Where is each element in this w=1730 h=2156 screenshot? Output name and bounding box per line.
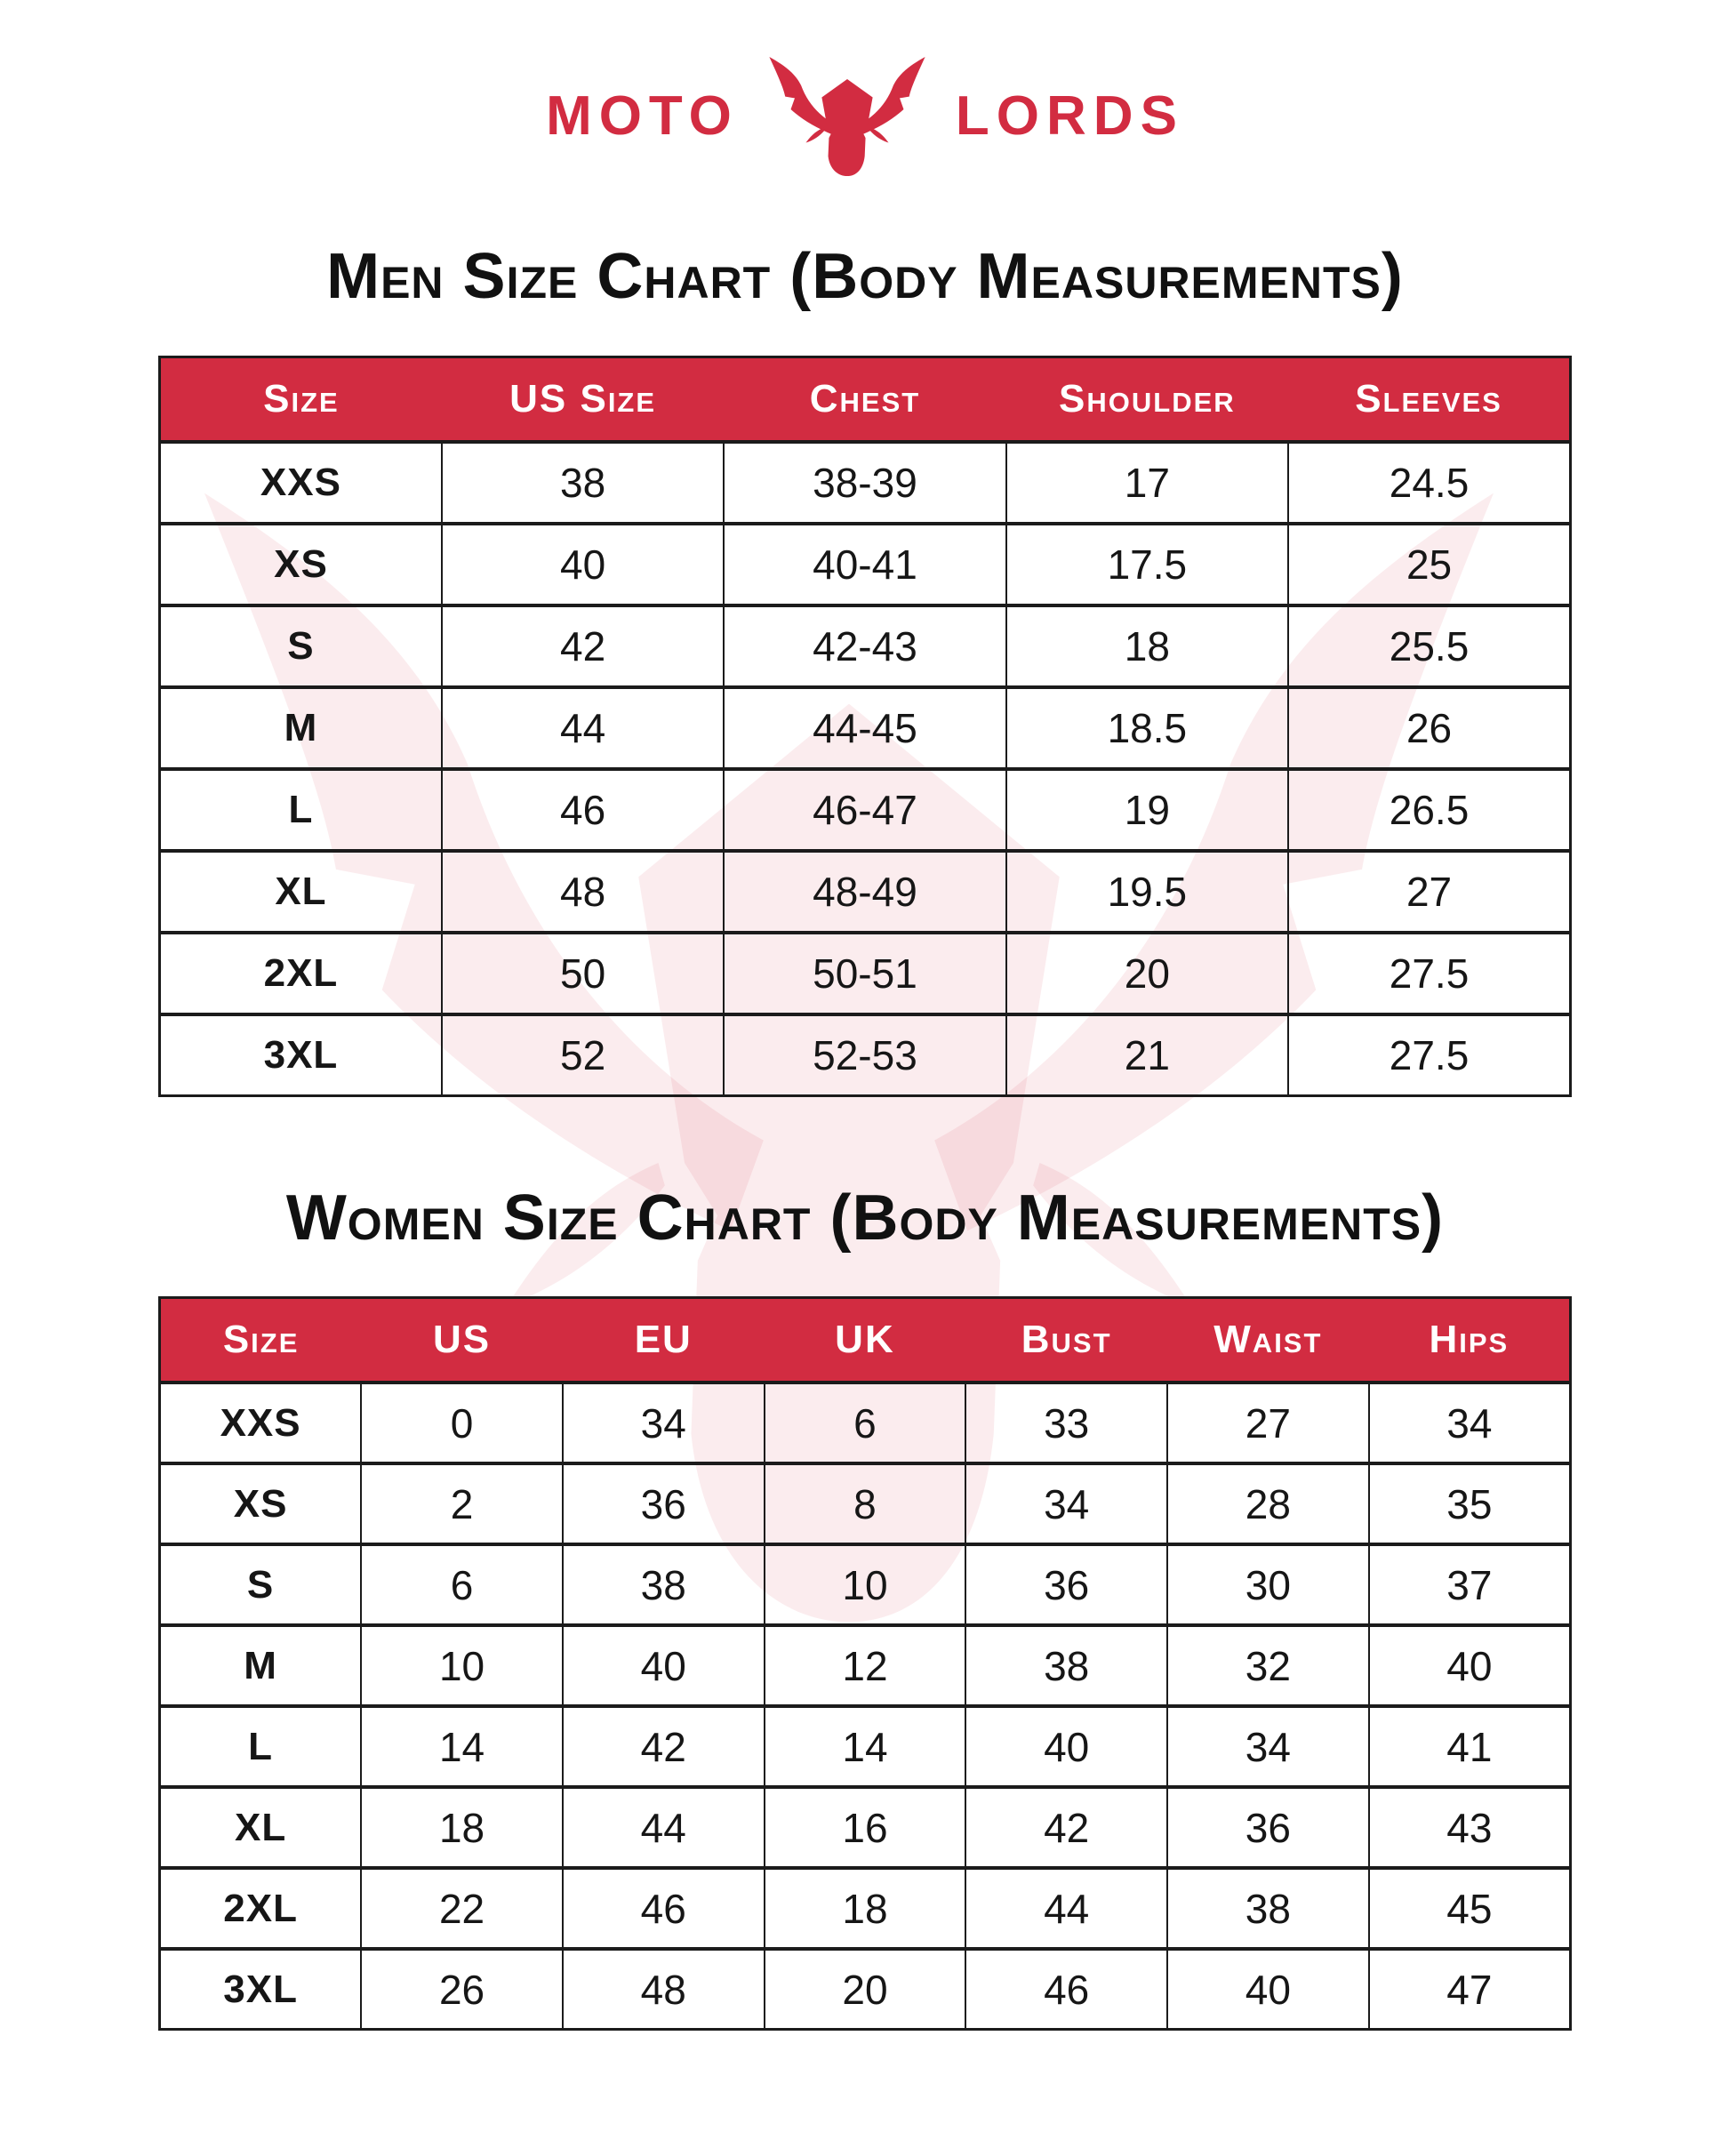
size-label-cell: L (160, 769, 442, 851)
measurement-cell: 10 (765, 1544, 966, 1625)
size-label-cell: 2XL (160, 1868, 362, 1949)
measurement-cell: 28 (1167, 1463, 1369, 1544)
men-section-title: Men Size Chart (Body Measurements) (326, 241, 1404, 312)
measurement-cell: 38 (442, 442, 724, 524)
measurement-cell: 46 (965, 1949, 1167, 2030)
measurement-cell: 21 (1006, 1014, 1288, 1096)
table-row (160, 851, 1571, 933)
women-size-table (158, 1296, 1572, 2031)
measurement-cell: 19.5 (1006, 851, 1288, 933)
column-header: Size (160, 1298, 362, 1383)
measurement-cell: 36 (965, 1544, 1167, 1625)
measurement-cell: 40 (1369, 1625, 1571, 1706)
measurement-cell: 52-53 (724, 1014, 1005, 1096)
size-label-cell: XL (160, 1787, 362, 1868)
measurement-cell: 46-47 (724, 769, 1005, 851)
men-size-table (158, 356, 1572, 1097)
measurement-cell: 40 (563, 1625, 765, 1706)
logo-text-lords: LORDS (955, 85, 1184, 147)
measurement-cell: 50-51 (724, 933, 1005, 1014)
measurement-cell: 40-41 (724, 524, 1005, 605)
table-row (160, 933, 1571, 1014)
table-row (160, 1949, 1571, 2030)
measurement-cell: 19 (1006, 769, 1288, 851)
measurement-cell: 14 (361, 1706, 563, 1787)
measurement-cell: 42 (965, 1787, 1167, 1868)
column-header: Waist (1167, 1298, 1369, 1383)
logo-text-moto: MOTO (546, 85, 739, 147)
header-row (160, 357, 1571, 442)
measurement-cell: 27 (1167, 1383, 1369, 1463)
size-label-cell: 3XL (160, 1014, 442, 1096)
measurement-cell: 18 (361, 1787, 563, 1868)
measurement-cell: 27.5 (1288, 933, 1570, 1014)
measurement-cell: 48 (563, 1949, 765, 2030)
measurement-cell: 14 (765, 1706, 966, 1787)
measurement-cell: 47 (1369, 1949, 1571, 2030)
measurement-cell: 44-45 (724, 687, 1005, 769)
measurement-cell: 20 (1006, 933, 1288, 1014)
measurement-cell: 26 (1288, 687, 1570, 769)
measurement-cell: 30 (1167, 1544, 1369, 1625)
measurement-cell: 42 (563, 1706, 765, 1787)
measurement-cell: 17 (1006, 442, 1288, 524)
bull-head-icon (753, 49, 941, 184)
table-row (160, 1544, 1571, 1625)
table-row (160, 605, 1571, 687)
measurement-cell: 40 (965, 1706, 1167, 1787)
measurement-cell: 40 (442, 524, 724, 605)
size-label-cell: XXS (160, 1383, 362, 1463)
size-label-cell: M (160, 1625, 362, 1706)
measurement-cell: 34 (965, 1463, 1167, 1544)
table-row (160, 1868, 1571, 1949)
size-label-cell: XS (160, 524, 442, 605)
measurement-cell: 38-39 (724, 442, 1005, 524)
measurement-cell: 12 (765, 1625, 966, 1706)
measurement-cell: 40 (1167, 1949, 1369, 2030)
measurement-cell: 45 (1369, 1868, 1571, 1949)
women-section-title: Women Size Chart (Body Measurements) (285, 1182, 1445, 1254)
measurement-cell: 26.5 (1288, 769, 1570, 851)
table-row (160, 1787, 1571, 1868)
measurement-cell: 22 (361, 1868, 563, 1949)
column-header: Shoulder (1006, 357, 1288, 442)
measurement-cell: 48 (442, 851, 724, 933)
measurement-cell: 6 (765, 1383, 966, 1463)
measurement-cell: 42-43 (724, 605, 1005, 687)
measurement-cell: 43 (1369, 1787, 1571, 1868)
size-label-cell: L (160, 1706, 362, 1787)
measurement-cell: 25.5 (1288, 605, 1570, 687)
measurement-cell: 48-49 (724, 851, 1005, 933)
column-header: US (361, 1298, 563, 1383)
measurement-cell: 46 (442, 769, 724, 851)
measurement-cell: 34 (563, 1383, 765, 1463)
measurement-cell: 25 (1288, 524, 1570, 605)
measurement-cell: 34 (1369, 1383, 1571, 1463)
measurement-cell: 38 (1167, 1868, 1369, 1949)
measurement-cell: 0 (361, 1383, 563, 1463)
table-row (160, 1706, 1571, 1787)
table-row (160, 1383, 1571, 1463)
measurement-cell: 44 (442, 687, 724, 769)
measurement-cell: 52 (442, 1014, 724, 1096)
measurement-cell: 38 (965, 1625, 1167, 1706)
measurement-cell: 36 (1167, 1787, 1369, 1868)
measurement-cell: 18 (765, 1868, 966, 1949)
measurement-cell: 26 (361, 1949, 563, 2030)
size-label-cell: XXS (160, 442, 442, 524)
measurement-cell: 24.5 (1288, 442, 1570, 524)
measurement-cell: 44 (965, 1868, 1167, 1949)
size-label-cell: 3XL (160, 1949, 362, 2030)
header-row (160, 1298, 1571, 1383)
measurement-cell: 36 (563, 1463, 765, 1544)
table-row (160, 1014, 1571, 1096)
size-label-cell: S (160, 605, 442, 687)
table-row (160, 442, 1571, 524)
measurement-cell: 18 (1006, 605, 1288, 687)
size-label-cell: S (160, 1544, 362, 1625)
size-label-cell: XL (160, 851, 442, 933)
measurement-cell: 6 (361, 1544, 563, 1625)
measurement-cell: 35 (1369, 1463, 1571, 1544)
table-row (160, 1463, 1571, 1544)
size-label-cell: M (160, 687, 442, 769)
measurement-cell: 20 (765, 1949, 966, 2030)
measurement-cell: 8 (765, 1463, 966, 1544)
brand-logo (0, 0, 1730, 184)
measurement-cell: 42 (442, 605, 724, 687)
measurement-cell: 2 (361, 1463, 563, 1544)
column-header: Bust (965, 1298, 1167, 1383)
table-row (160, 1625, 1571, 1706)
column-header: Chest (724, 357, 1005, 442)
column-header: US Size (442, 357, 724, 442)
measurement-cell: 17.5 (1006, 524, 1288, 605)
column-header: Size (160, 357, 442, 442)
measurement-cell: 10 (361, 1625, 563, 1706)
measurement-cell: 38 (563, 1544, 765, 1625)
measurement-cell: 27.5 (1288, 1014, 1570, 1096)
measurement-cell: 41 (1369, 1706, 1571, 1787)
table-row (160, 524, 1571, 605)
measurement-cell: 37 (1369, 1544, 1571, 1625)
column-header: UK (765, 1298, 966, 1383)
measurement-cell: 16 (765, 1787, 966, 1868)
measurement-cell: 18.5 (1006, 687, 1288, 769)
size-label-cell: XS (160, 1463, 362, 1544)
measurement-cell: 27 (1288, 851, 1570, 933)
measurement-cell: 46 (563, 1868, 765, 1949)
column-header: Hips (1369, 1298, 1571, 1383)
column-header: Sleeves (1288, 357, 1570, 442)
measurement-cell: 33 (965, 1383, 1167, 1463)
measurement-cell: 34 (1167, 1706, 1369, 1787)
table-row (160, 687, 1571, 769)
measurement-cell: 44 (563, 1787, 765, 1868)
column-header: EU (563, 1298, 765, 1383)
measurement-cell: 50 (442, 933, 724, 1014)
size-label-cell: 2XL (160, 933, 442, 1014)
measurement-cell: 32 (1167, 1625, 1369, 1706)
table-row (160, 769, 1571, 851)
